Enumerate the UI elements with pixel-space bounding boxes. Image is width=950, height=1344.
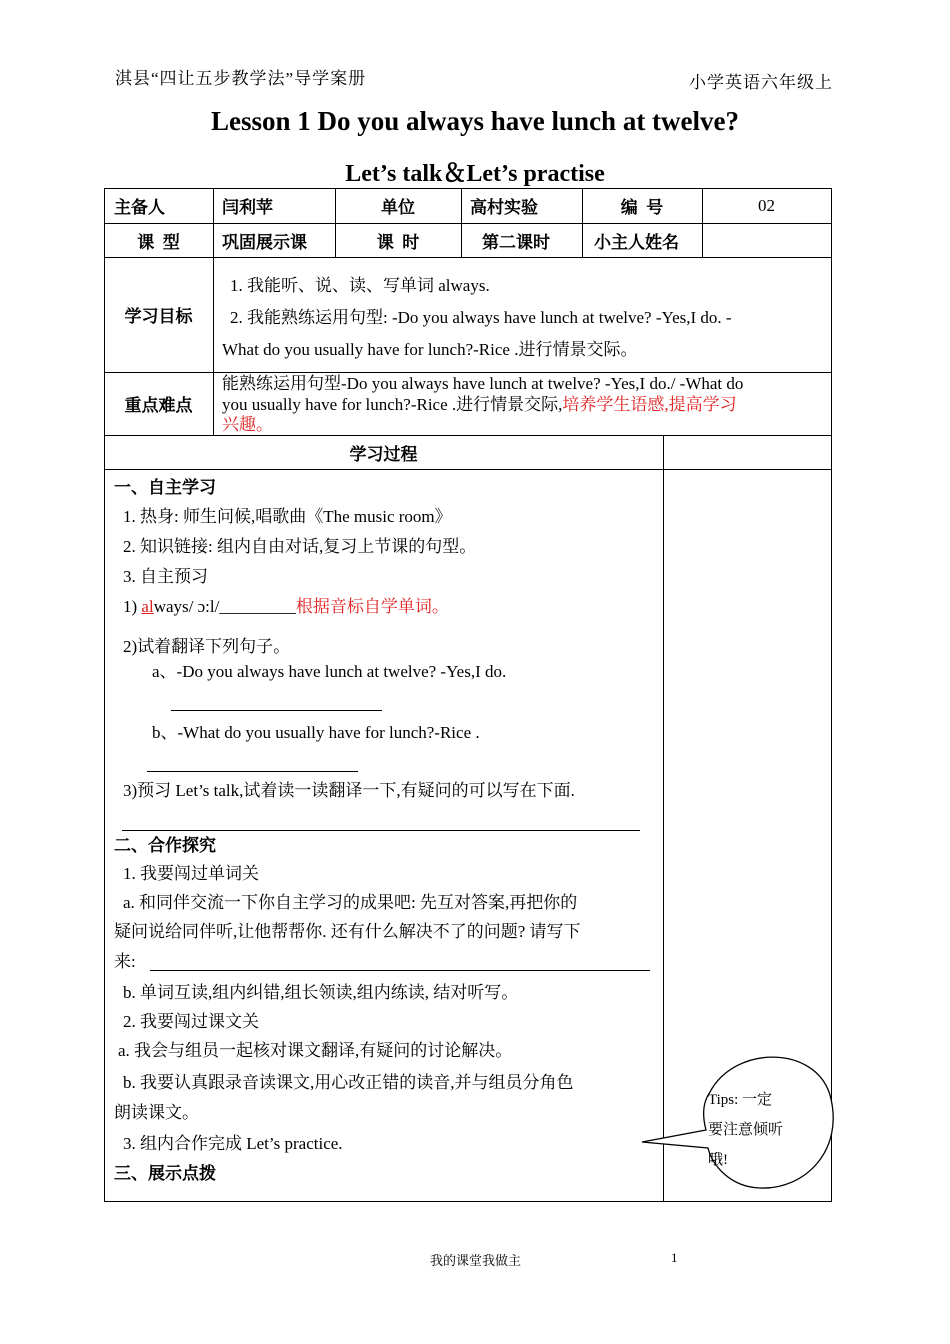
- header-right: 小学英语六年级上: [689, 73, 833, 92]
- section-3-title: 三、展示点拨: [114, 1164, 216, 1183]
- goal-line-2: 2. 我能熟练运用句型: -Do you always have lunch at twelve? -Yes,I do. -: [230, 308, 732, 327]
- unit-label: 单位: [381, 198, 415, 217]
- key-points-line-1: 能熟练运用句型-Do you always have lunch at twelve? -Yes,I do./ -What do: [222, 374, 744, 393]
- problem-line[interactable]: [150, 970, 650, 971]
- lesson-subtitle: Let’s talk＆Let’s practise: [345, 161, 605, 187]
- s1-item-2: 2. 知识链接: 组内自由对话,复习上节课的句型。: [123, 537, 477, 556]
- s2-item-2b-line-2: 朗读课文。: [114, 1103, 199, 1122]
- s1-item-3-1-hint: 根据音标自学单词。: [295, 597, 449, 616]
- s1-item-3-1-al: al: [141, 597, 154, 616]
- type-label: 课 型: [137, 232, 180, 252]
- s2-item-1a-line-3: 来:: [114, 952, 136, 971]
- number-label: 编 号: [620, 198, 664, 217]
- s2-item-2b-line-1: b. 我要认真跟录音读课文,用心改正错的读音,并与组员分角色: [123, 1073, 574, 1092]
- section-1-title: 一、自主学习: [114, 478, 216, 497]
- key-points-label: 重点难点: [124, 396, 193, 415]
- tips-line-3: 哦!: [708, 1152, 728, 1168]
- s1-item-3-1-rest: ways/ ɔ:l/_________: [153, 597, 296, 616]
- tips-text: [708, 1085, 818, 1175]
- s1-item-1: 1. 热身: 师生问候,唱歌曲《The music room》: [123, 507, 452, 526]
- s2-item-3: 3. 组内合作完成 Let’s practice.: [123, 1134, 343, 1153]
- answer-line-a[interactable]: [171, 710, 382, 711]
- tips-line-1: Tips: 一定: [708, 1092, 773, 1108]
- key-points-line-2-text: you usually have for lunch?-Rice .进行情景交际,: [222, 395, 563, 414]
- s2-item-1: 1. 我要闯过单词关: [123, 864, 259, 883]
- s1-item-3-1: [123, 596, 449, 618]
- s2-item-2a: a. 我会与组员一起核对课文翻译,有疑问的讨论解决。: [118, 1041, 513, 1060]
- preparer-value: 闫利苹: [222, 198, 273, 217]
- key-points-line-2: [222, 394, 737, 415]
- s1-item-3: 3. 自主预习: [123, 567, 208, 586]
- key-points-line-3: 兴趣。: [222, 415, 273, 434]
- s2-item-1a-line-1: a. 和同伴交流一下你自主学习的成果吧: 先互对答案,再把你的: [123, 893, 578, 912]
- answer-line-b[interactable]: [147, 771, 358, 772]
- type-value: 巩固展示课: [222, 232, 307, 252]
- lesson-title: Lesson 1 Do you always have lunch at twelve?: [210, 106, 740, 136]
- s1-item-3-2: 2)试着翻译下列句子。: [123, 637, 291, 656]
- question-line[interactable]: [122, 830, 640, 831]
- goal-line-3: What do you usually have for lunch?-Rice .进行情景交际。: [222, 340, 638, 359]
- host-label: 小主人姓名: [594, 232, 679, 252]
- header-left: 淇县“四让五步教学法”导学案册: [115, 69, 367, 88]
- goal-line-1: 1. 我能听、说、读、写单词 always.: [230, 276, 490, 295]
- s2-item-1b: b. 单词互读,组内纠错,组长领读,组内练读, 结对听写。: [123, 983, 519, 1002]
- unit-value: 高村实验: [470, 198, 538, 217]
- s1-sentence-a: a、-Do you always have lunch at twelve? -Yes,I do.: [152, 662, 507, 681]
- s2-item-1a-line-2: 疑问说给同伴听,让他帮帮你. 还有什么解决不了的问题? 请写下: [114, 922, 581, 941]
- period-label: 课 时: [376, 232, 420, 252]
- preparer-label: 主备人: [114, 198, 165, 217]
- section-2-title: 二、合作探究: [114, 836, 216, 855]
- process-heading: 学习过程: [349, 444, 418, 464]
- period-value: 第二课时: [482, 232, 550, 252]
- s1-item-3-3: 3)预习 Let’s talk,试着读一读翻译一下,有疑问的可以写在下面.: [123, 781, 575, 800]
- s1-item-3-1-prefix: 1): [123, 597, 138, 616]
- s1-sentence-b: b、-What do you usually have for lunch?-Rice .: [152, 723, 480, 742]
- s2-item-2: 2. 我要闯过课文关: [123, 1012, 259, 1031]
- page-number: 1: [671, 1250, 678, 1265]
- key-points-line-2-highlight: 培养学生语感,提高学习: [562, 395, 737, 414]
- number-value: 02: [758, 195, 775, 215]
- host-value: [702, 223, 831, 257]
- tips-line-2: 要注意倾听: [708, 1122, 784, 1138]
- goals-label: 学习目标: [124, 307, 193, 326]
- footer-motto: 我的课堂我做主: [430, 1253, 522, 1268]
